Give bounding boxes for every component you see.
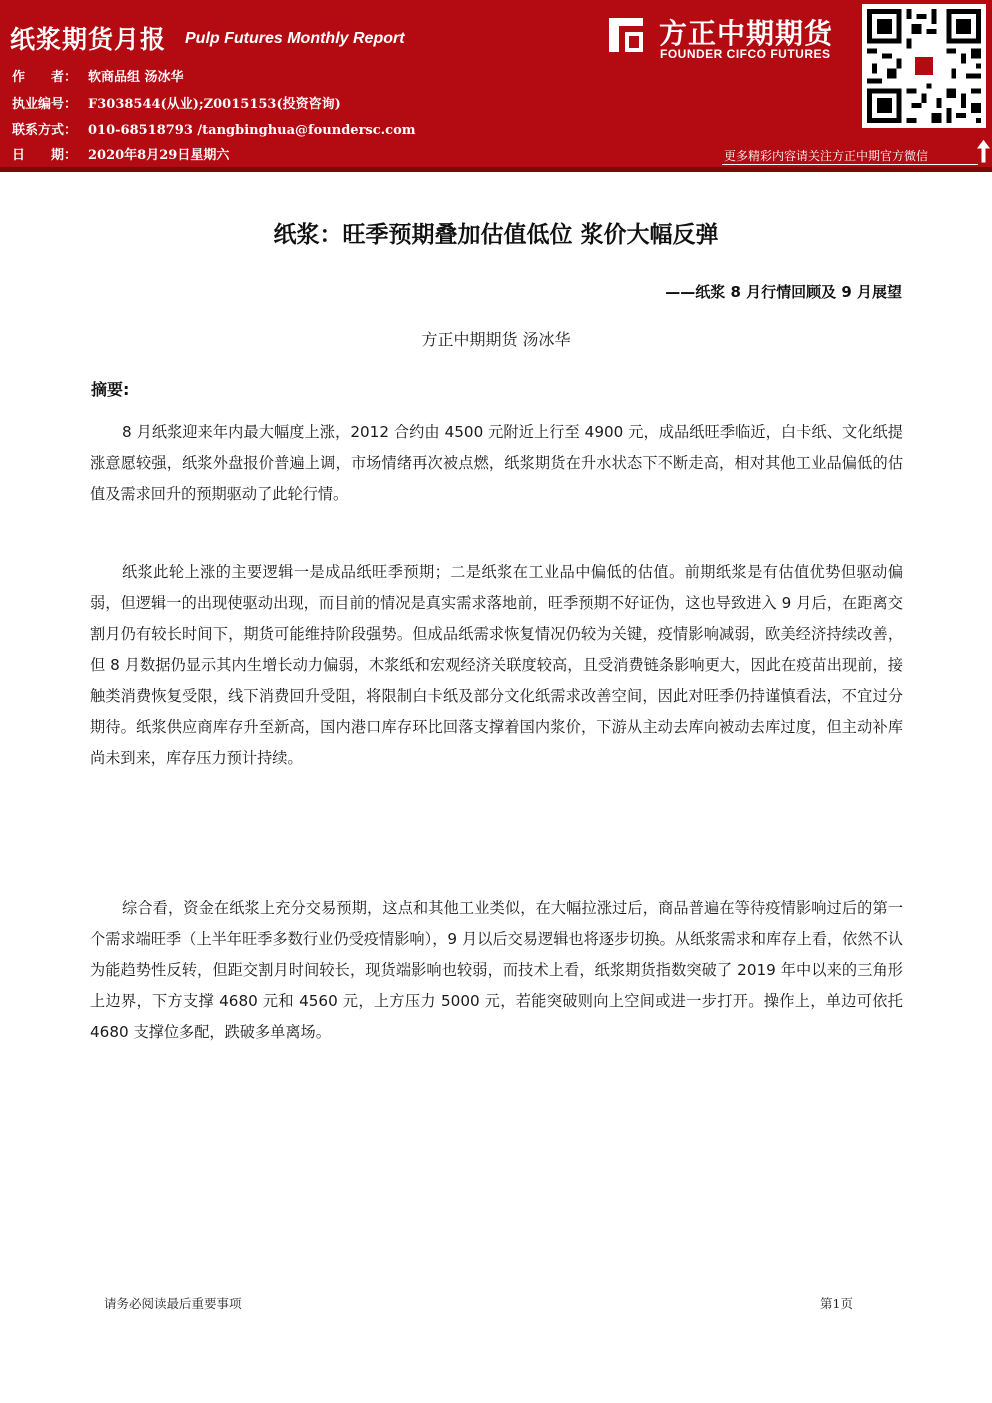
meta-label: 日 期：	[12, 148, 78, 163]
meta-author	[12, 66, 184, 85]
logo-text-cn: 方正中期期货	[659, 17, 834, 50]
report-title: 纸浆期货月报	[10, 25, 167, 54]
meta-date	[12, 144, 229, 163]
report-title-en: Pulp Futures Monthly Report	[185, 30, 405, 47]
meta-contact	[12, 119, 416, 138]
follow-wechat-text: 更多精彩内容请关注方正中期官方微信	[724, 149, 929, 163]
header-divider	[0, 167, 992, 172]
article-title: 纸浆：旺季预期叠加估值低位 浆价大幅反弹	[273, 222, 719, 248]
abstract-heading: 摘要:	[91, 380, 130, 399]
meta-license	[12, 93, 341, 112]
meta-value: 010-68518793 /tangbinghua@foundersc.com	[88, 123, 416, 138]
paragraph: 纸浆此轮上涨的主要逻辑一是成品纸旺季预期；二是纸浆在工业品中偏低的估值。前期纸浆是有估值优势但驱动偏弱，但逻辑一的出现使驱动出现，而目前的情况是真实需求落地前，旺季预期不好证伪，这也导致进入 9 月后，在距离交割月仍有较长时间下，期货可能维持阶段强势。但成品纸需求恢复情况仍较为关键，疫情影响减弱，欧美经济持续改善，但 8 月数据仍显示其内生增长动力偏弱，木浆纸和宏观经济关联度较高，且受消费链条影响更大，因此在疫苗出现前，接触类消费恢复受限，线下消费回升受阻，将限制白卡纸及部分文化纸需求改善空间，因此对旺季仍持谨慎看法，不宜过分期待。纸浆供应商库存升至新高，国内港口库存环比回落支撑着国内浆价，下游从主动去库向被动去库过度，但主动补库尚未到来，库存压力预计持续。	[90, 563, 903, 767]
meta-label: 作 者：	[12, 70, 78, 85]
article-subtitle: ——纸浆 8 月行情回顾及 9 月展望	[665, 283, 902, 301]
meta-value: 2020年8月29日星期六	[88, 148, 230, 163]
article-author: 方正中期期货 汤冰华	[421, 330, 571, 349]
founder-logo-icon	[603, 12, 649, 58]
meta-value: F3038544(从业);Z0015153(投资咨询)	[88, 97, 341, 112]
qr-code-icon[interactable]	[862, 4, 986, 128]
arrow-up-icon	[975, 138, 992, 164]
follow-underline	[722, 164, 978, 165]
meta-label: 执业编号：	[12, 97, 78, 112]
meta-value: 软商品组 汤冰华	[88, 70, 184, 85]
paragraph: 8 月纸浆迎来年内最大幅度上涨，2012 合约由 4500 元附近上行至 4900 元，成品纸旺季临近，白卡纸、文化纸提涨意愿较强，纸浆外盘报价普遍上调，市场情绪再次被点燃，纸浆期货在升水状态下不断走高，相对其他工业品偏低的估值及需求回升的预期驱动了此轮行情。	[90, 423, 903, 503]
paragraph: 综合看，资金在纸浆上充分交易预期，这点和其他工业类似，在大幅拉涨过后，商品普遍在等待疫情影响过后的第一个需求端旺季（上半年旺季多数行业仍受疫情影响），9 月以后交易逻辑也将逐步切换。从纸浆需求和库存上看，依然不认为能趋势性反转，但距交割月时间较长，现货端影响也较弱，而技术上看，纸浆期货指数突破了 2019 年中以来的三角形上边界，下方支撑 4680 元和 4560 元，上方压力 5000 元，若能突破则向上空间或进一步打开。操作上，单边可依托 4680 支撑位多配，跌破多单离场。	[90, 899, 903, 1041]
meta-label: 联系方式：	[12, 123, 78, 138]
footer-notice: 请务必阅读最后重要事项	[104, 1296, 242, 1311]
header-banner	[0, 0, 992, 167]
logo-text-en: FOUNDER CIFCO FUTURES	[660, 47, 831, 61]
page-number: 第1页	[820, 1296, 853, 1311]
company-logo	[603, 12, 853, 62]
